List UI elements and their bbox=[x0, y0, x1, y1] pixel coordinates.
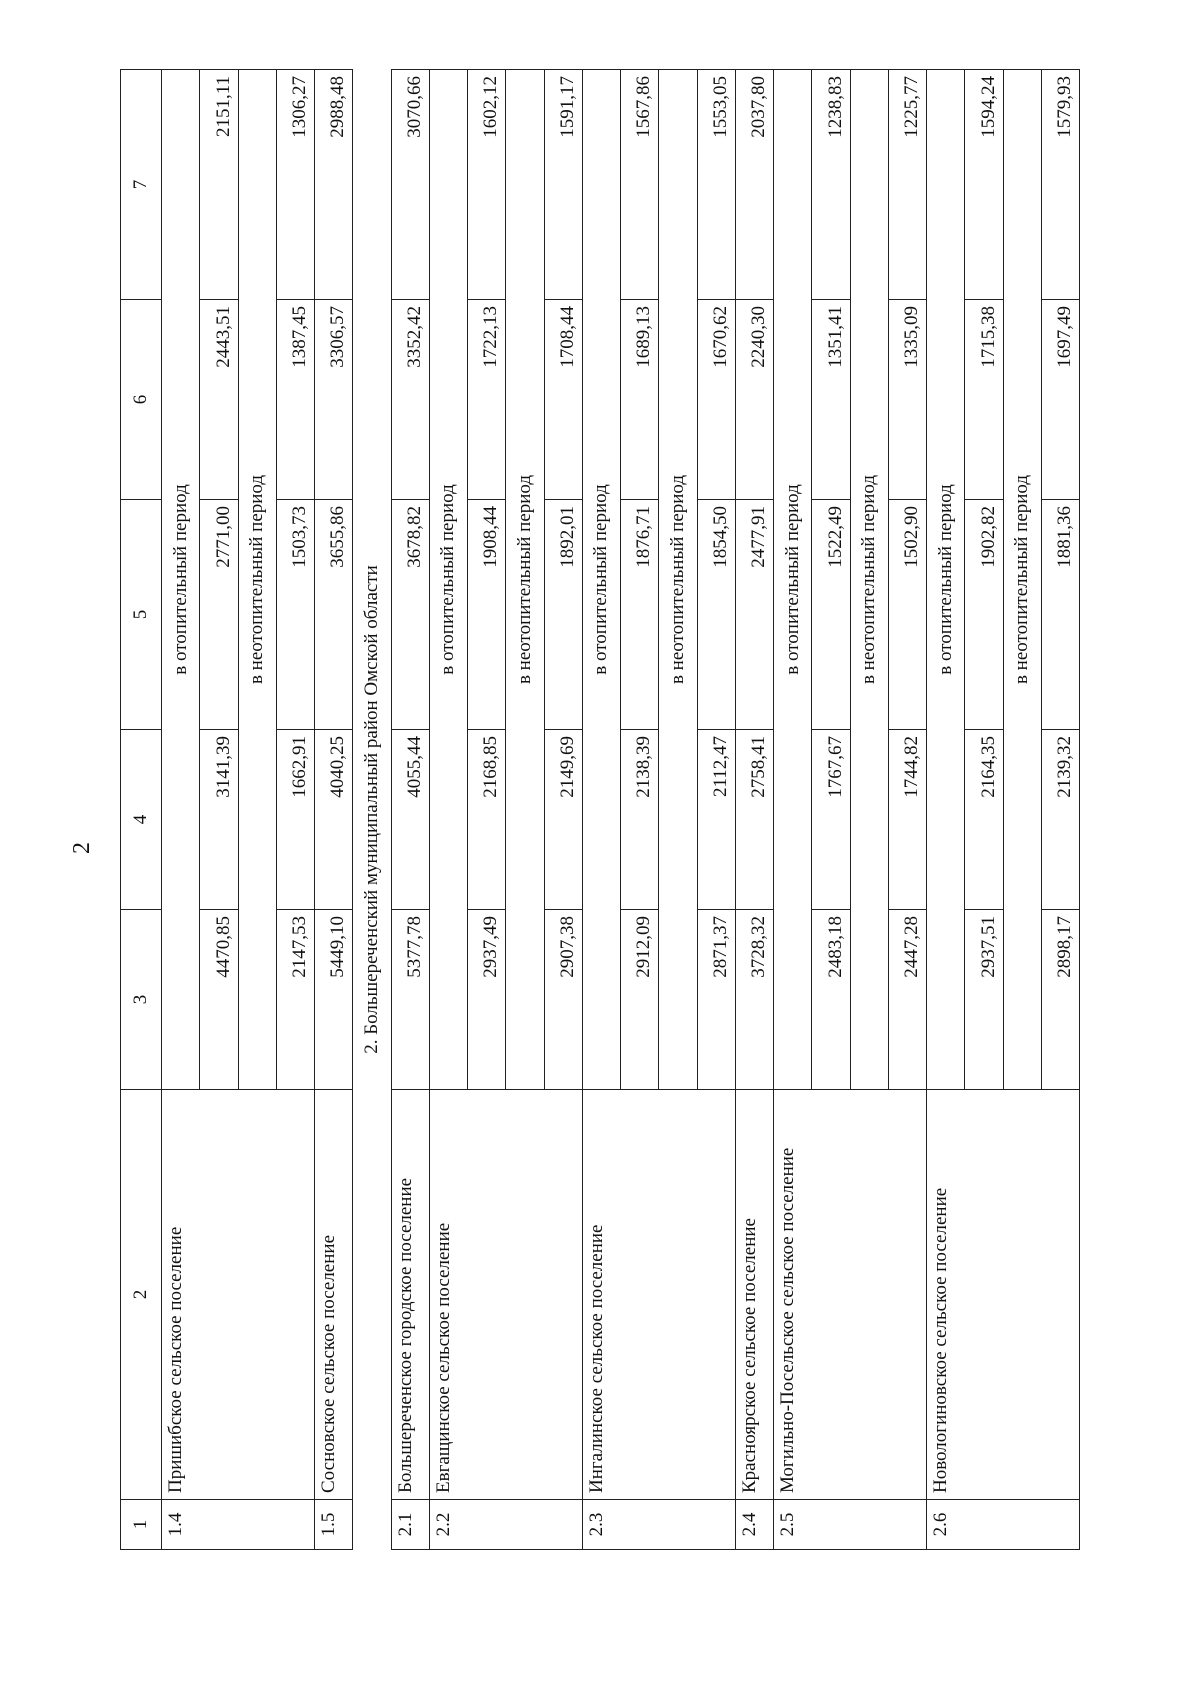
tariff-value: 1579,93 bbox=[1041, 70, 1079, 300]
tariff-value: 1602,12 bbox=[468, 70, 506, 300]
tariff-value: 2149,69 bbox=[544, 730, 582, 910]
period-label: в неотопительный период bbox=[238, 70, 276, 1090]
table-row bbox=[429, 70, 467, 1550]
tariff-value: 2937,51 bbox=[965, 910, 1003, 1090]
tariff-value: 1306,27 bbox=[276, 70, 314, 300]
row-number: 2.5 bbox=[774, 1500, 927, 1550]
period-label: в неотопительный период bbox=[659, 70, 697, 1090]
tariff-value: 1708,44 bbox=[544, 300, 582, 500]
page-number: 2 bbox=[69, 842, 95, 854]
settlement-name: Пришибское сельское поселение bbox=[162, 1090, 315, 1500]
column-header: 2 bbox=[121, 1090, 162, 1500]
tariff-value: 1238,83 bbox=[812, 70, 850, 300]
tariff-value: 2912,09 bbox=[621, 910, 659, 1090]
settlement-name: Евгащинское сельское поселение bbox=[429, 1090, 582, 1500]
tariff-value: 2164,35 bbox=[965, 730, 1003, 910]
period-label: в неотопительный период bbox=[506, 70, 544, 1090]
tariff-value: 2758,41 bbox=[735, 730, 773, 910]
tariff-value: 1662,91 bbox=[276, 730, 314, 910]
period-label: в неотопительный период bbox=[850, 70, 888, 1090]
settlement-name: Новологиновское сельское поселение bbox=[927, 1090, 1080, 1500]
tariff-value: 1351,41 bbox=[812, 300, 850, 500]
tariff-value: 3352,42 bbox=[391, 300, 429, 500]
tariff-value: 1908,44 bbox=[468, 500, 506, 730]
tariff-value: 1876,71 bbox=[621, 500, 659, 730]
tariff-value: 3655,86 bbox=[315, 500, 353, 730]
tariff-value: 1502,90 bbox=[888, 500, 926, 730]
tariff-value: 2168,85 bbox=[468, 730, 506, 910]
tariff-value: 1902,82 bbox=[965, 500, 1003, 730]
tariff-value: 2037,80 bbox=[735, 70, 773, 300]
row-number: 2.4 bbox=[735, 1500, 773, 1550]
tariff-value: 2483,18 bbox=[812, 910, 850, 1090]
tariff-value: 1225,77 bbox=[888, 70, 926, 300]
tariff-value: 1670,62 bbox=[697, 300, 735, 500]
tariff-value: 2907,38 bbox=[544, 910, 582, 1090]
tariff-value: 1591,17 bbox=[544, 70, 582, 300]
tariff-value: 4040,25 bbox=[315, 730, 353, 910]
table-row bbox=[315, 70, 353, 1550]
tariff-value: 1335,09 bbox=[888, 300, 926, 500]
table-header-row bbox=[121, 70, 162, 1550]
table-row bbox=[927, 70, 965, 1550]
settlement-name: Красноярское сельское поселение bbox=[735, 1090, 773, 1500]
tariff-value: 2937,49 bbox=[468, 910, 506, 1090]
period-label: в отопительный период bbox=[582, 70, 620, 1090]
tariff-value: 5377,78 bbox=[391, 910, 429, 1090]
settlement-name: Сосновское сельское поселение bbox=[315, 1090, 353, 1500]
row-number: 2.1 bbox=[391, 1500, 429, 1550]
tariff-value: 2240,30 bbox=[735, 300, 773, 500]
tariff-value: 2988,48 bbox=[315, 70, 353, 300]
row-number: 2.3 bbox=[582, 1500, 735, 1550]
period-label: в отопительный период bbox=[774, 70, 812, 1090]
tariff-value: 1715,38 bbox=[965, 300, 1003, 500]
row-number: 1.5 bbox=[315, 1500, 353, 1550]
tariff-value: 1697,49 bbox=[1041, 300, 1079, 500]
table-row bbox=[735, 70, 773, 1550]
table-row bbox=[162, 70, 200, 1550]
tariff-table-container bbox=[120, 70, 1080, 1550]
tariff-value: 2898,17 bbox=[1041, 910, 1079, 1090]
tariff-value: 2151,11 bbox=[200, 70, 238, 300]
column-header: 5 bbox=[121, 500, 162, 730]
tariff-value: 1553,05 bbox=[697, 70, 735, 300]
tariff-value: 3141,39 bbox=[200, 730, 238, 910]
section-row bbox=[353, 70, 391, 1550]
tariff-value: 1503,73 bbox=[276, 500, 314, 730]
row-number: 2.2 bbox=[429, 1500, 582, 1550]
tariff-value: 2147,53 bbox=[276, 910, 314, 1090]
period-label: в отопительный период bbox=[429, 70, 467, 1090]
tariff-value: 1892,01 bbox=[544, 500, 582, 730]
tariff-value: 2477,91 bbox=[735, 500, 773, 730]
tariff-value: 4470,85 bbox=[200, 910, 238, 1090]
tariff-value: 1722,13 bbox=[468, 300, 506, 500]
tariff-value: 2447,28 bbox=[888, 910, 926, 1090]
tariff-value: 2871,37 bbox=[697, 910, 735, 1090]
table-row bbox=[391, 70, 429, 1550]
column-header: 4 bbox=[121, 730, 162, 910]
tariff-value: 2443,51 bbox=[200, 300, 238, 500]
period-label: в отопительный период bbox=[162, 70, 200, 1090]
tariff-value: 4055,44 bbox=[391, 730, 429, 910]
tariff-value: 1594,24 bbox=[965, 70, 1003, 300]
tariff-value: 3728,32 bbox=[735, 910, 773, 1090]
tariff-value: 5449,10 bbox=[315, 910, 353, 1090]
section-title: 2. Большереченский муниципальный район Омской области bbox=[353, 70, 391, 1550]
tariff-value: 1522,49 bbox=[812, 500, 850, 730]
tariff-value: 1567,86 bbox=[621, 70, 659, 300]
tariff-value: 1881,36 bbox=[1041, 500, 1079, 730]
tariff-value: 1744,82 bbox=[888, 730, 926, 910]
row-number: 1.4 bbox=[162, 1500, 315, 1550]
tariff-value: 2139,32 bbox=[1041, 730, 1079, 910]
row-number: 2.6 bbox=[927, 1500, 1080, 1550]
tariff-value: 1767,67 bbox=[812, 730, 850, 910]
settlement-name: Большереченское городское поселение bbox=[391, 1090, 429, 1500]
tariff-value: 1854,50 bbox=[697, 500, 735, 730]
period-label: в неотопительный период bbox=[1003, 70, 1041, 1090]
tariff-table bbox=[120, 69, 1080, 1550]
tariff-value: 3070,66 bbox=[391, 70, 429, 300]
column-header: 6 bbox=[121, 300, 162, 500]
tariff-value: 2112,47 bbox=[697, 730, 735, 910]
table-row bbox=[582, 70, 620, 1550]
column-header: 7 bbox=[121, 70, 162, 300]
column-header: 1 bbox=[121, 1500, 162, 1550]
settlement-name: Ингалинское сельское поселение bbox=[582, 1090, 735, 1500]
period-label: в отопительный период bbox=[927, 70, 965, 1090]
tariff-value: 2138,39 bbox=[621, 730, 659, 910]
tariff-value: 1387,45 bbox=[276, 300, 314, 500]
tariff-value: 3306,57 bbox=[315, 300, 353, 500]
tariff-value: 2771,00 bbox=[200, 500, 238, 730]
settlement-name: Могильно-Посельское сельское поселение bbox=[774, 1090, 927, 1500]
tariff-value: 1689,13 bbox=[621, 300, 659, 500]
tariff-value: 3678,82 bbox=[391, 500, 429, 730]
column-header: 3 bbox=[121, 910, 162, 1090]
table-row bbox=[774, 70, 812, 1550]
